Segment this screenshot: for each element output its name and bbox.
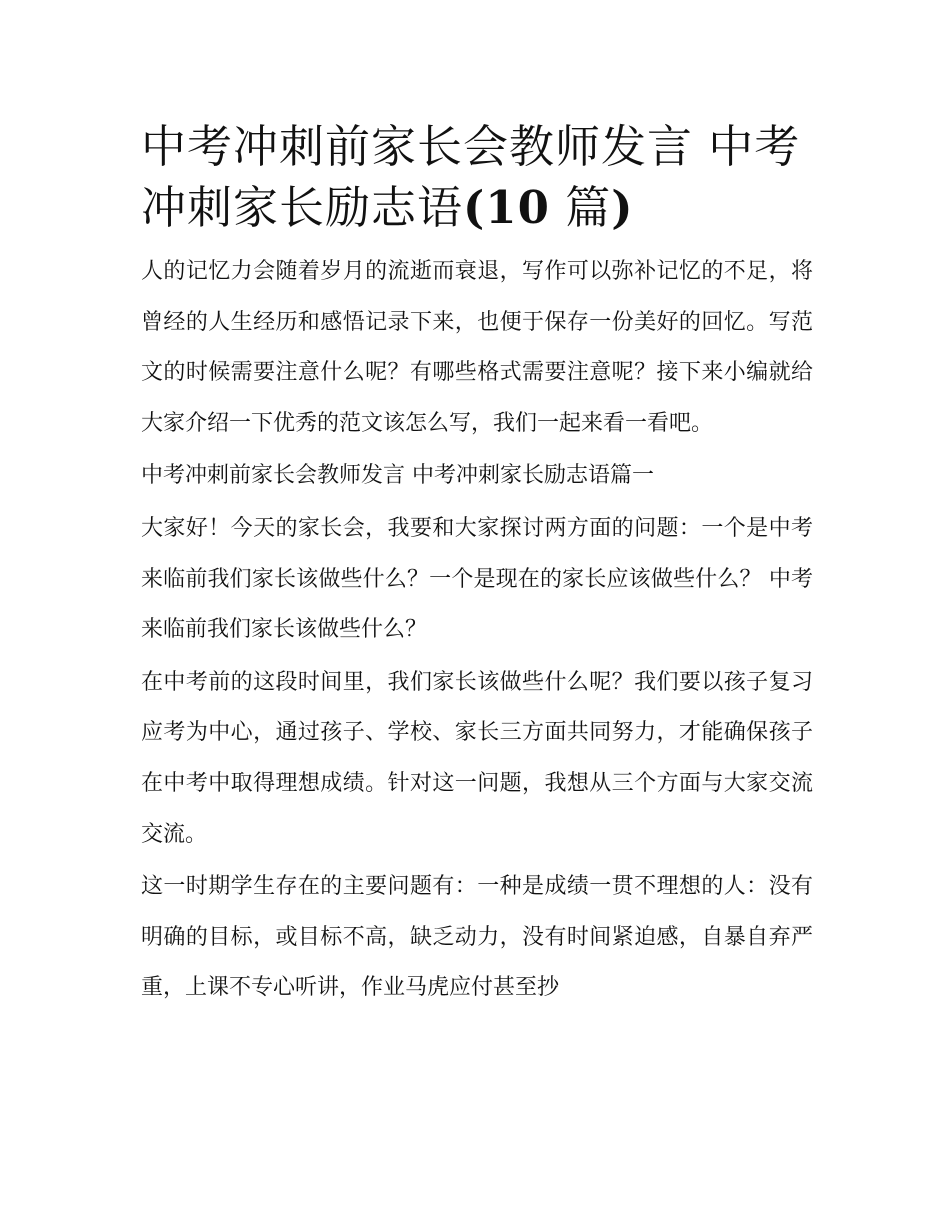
document-content: [141, 116, 813, 1016]
paragraph: 大家好！今天的家长会，我要和大家探讨两方面的问题：一个是中考来临前我们家长该做些什么？一个是现在的家长应该做些什么？ 中考来临前我们家长该做些什么？: [141, 515, 813, 643]
document-body: [141, 247, 813, 1014]
paragraph: 在中考前的这段时间里，我们家长该做些什么呢？我们要以孩子复习应考为中心，通过孩子、学校、家长三方面共同努力，才能确保孩子在中考中取得理想成绩。针对这一问题，我想从三个方面与大家交流交流。: [141, 669, 813, 847]
title-text: 中考冲刺前家长会教师发言 中考冲刺家长励志语: [141, 120, 801, 234]
paragraph: 这一时期学生存在的主要问题有：一种是成绩一贯不理想的人：没有明确的目标，或目标不高，缺乏动力，没有时间紧迫感，自暴自弃严重，上课不专心听讲，作业马虎应付甚至抄: [141, 874, 813, 1001]
section-heading: 中考冲刺前家长会教师发言 中考冲刺家长励志语篇一: [141, 463, 654, 489]
title-unit: 篇: [565, 181, 612, 234]
intro-paragraph: 人的记忆力会随着岁月的流逝而衰退，写作可以弥补记忆的不足，将曾经的人生经历和感悟记录下来，也便于保存一份美好的回忆。写范文的时候需要注意什么呢？有哪些格式需要注意呢？接下来小编就给大家介绍一下优秀的范文该怎么写，我们一起来看一看吧。: [141, 259, 813, 436]
title-close-paren: ): [611, 181, 634, 234]
document-title: [141, 116, 813, 238]
title-count: (10: [463, 181, 550, 234]
